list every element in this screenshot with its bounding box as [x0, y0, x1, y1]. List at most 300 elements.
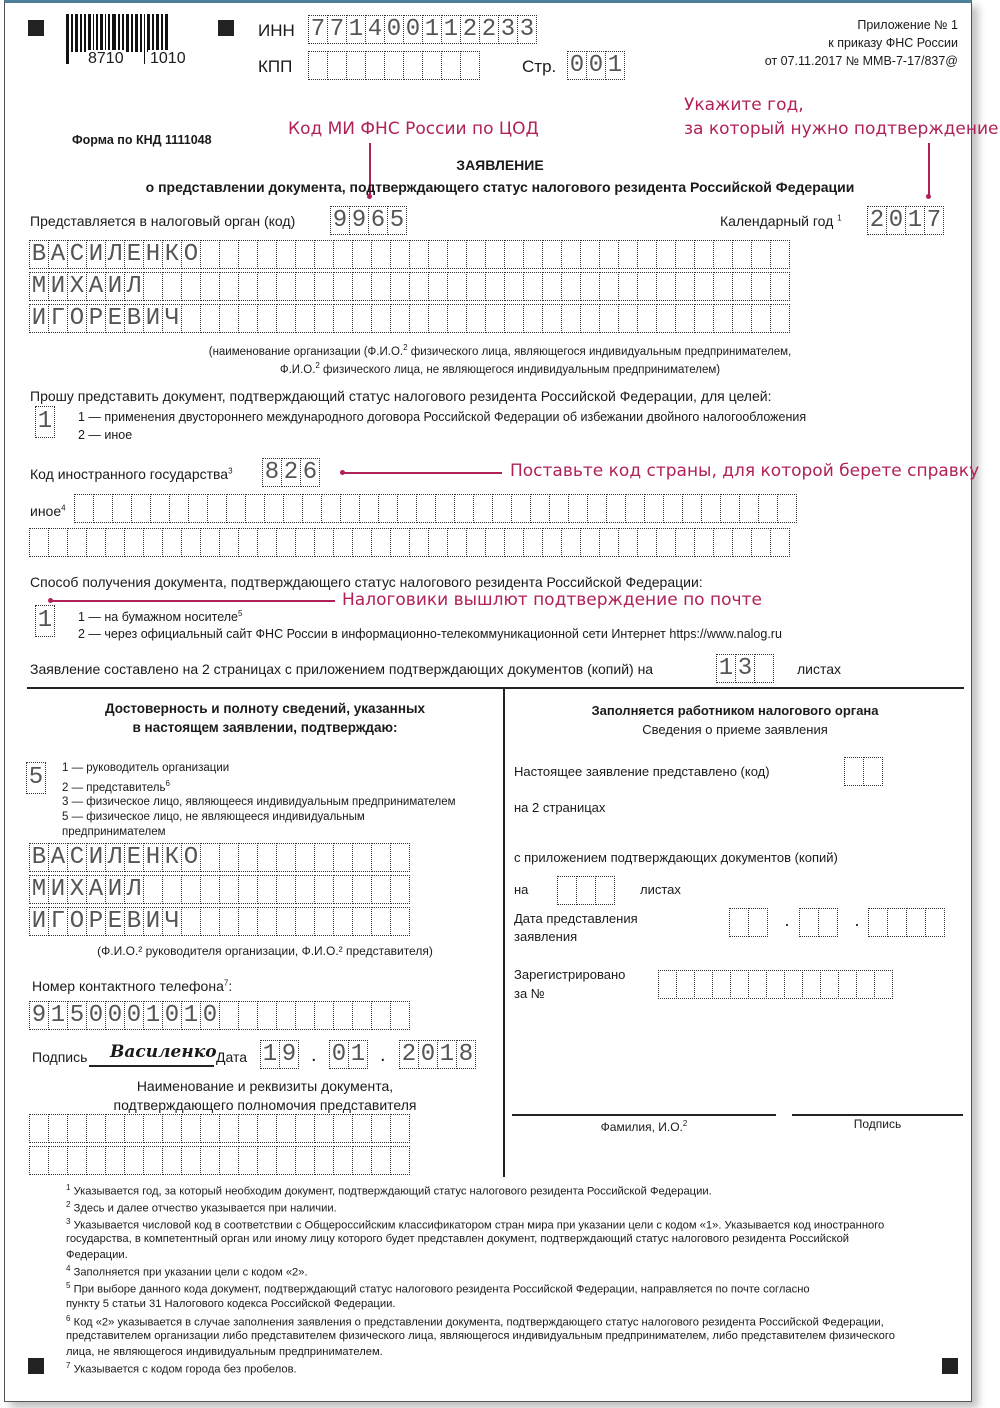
- purpose-code-field[interactable]: [36, 406, 55, 438]
- form-cell[interactable]: [416, 494, 436, 523]
- form-cell[interactable]: [238, 1001, 258, 1030]
- form-cell[interactable]: [67, 1146, 87, 1175]
- form-cell[interactable]: [257, 907, 277, 936]
- form-cell[interactable]: [257, 240, 277, 269]
- form-cell[interactable]: [802, 970, 821, 999]
- form-cell[interactable]: [200, 1146, 220, 1175]
- form-cell[interactable]: [447, 240, 467, 269]
- form-cell[interactable]: [390, 272, 410, 301]
- date-month-field[interactable]: [330, 1040, 368, 1069]
- form-cell[interactable]: [200, 528, 220, 557]
- form-cell[interactable]: [766, 970, 785, 999]
- form-cell[interactable]: [143, 528, 163, 557]
- form-cell[interactable]: [245, 494, 265, 523]
- form-cell[interactable]: [466, 240, 486, 269]
- form-cell[interactable]: [143, 875, 163, 904]
- form-cell[interactable]: 0: [586, 51, 606, 80]
- form-cell[interactable]: [777, 494, 797, 523]
- form-cell[interactable]: [295, 1001, 315, 1030]
- form-cell[interactable]: [390, 240, 410, 269]
- form-cell[interactable]: [352, 1001, 372, 1030]
- form-cell[interactable]: 6: [368, 206, 388, 235]
- form-cell[interactable]: [447, 272, 467, 301]
- form-cell[interactable]: [219, 1146, 239, 1175]
- form-cell[interactable]: [511, 494, 531, 523]
- form-cell[interactable]: [112, 494, 132, 523]
- form-cell[interactable]: [371, 528, 391, 557]
- form-cell[interactable]: А: [86, 875, 106, 904]
- form-cell[interactable]: [485, 240, 505, 269]
- form-cell[interactable]: 8: [262, 458, 282, 487]
- other-field-line-1[interactable]: [75, 494, 797, 523]
- form-cell[interactable]: 1: [346, 15, 366, 44]
- form-cell[interactable]: И: [29, 907, 49, 936]
- form-cell[interactable]: [295, 272, 315, 301]
- form-cell[interactable]: [352, 528, 372, 557]
- form-cell[interactable]: [751, 528, 771, 557]
- form-cell[interactable]: [352, 875, 372, 904]
- form-cell[interactable]: [29, 1146, 49, 1175]
- form-cell[interactable]: А: [86, 272, 106, 301]
- form-cell[interactable]: [751, 240, 771, 269]
- form-cell[interactable]: [238, 875, 258, 904]
- page-number-field[interactable]: [568, 51, 625, 80]
- form-cell[interactable]: [504, 272, 524, 301]
- form-cell[interactable]: [637, 240, 657, 269]
- form-cell[interactable]: [371, 304, 391, 333]
- form-cell[interactable]: [162, 1114, 182, 1143]
- form-cell[interactable]: [428, 240, 448, 269]
- form-cell[interactable]: К: [162, 843, 182, 872]
- form-cell[interactable]: 1: [143, 1001, 163, 1030]
- form-cell[interactable]: [257, 843, 277, 872]
- form-cell[interactable]: 1: [35, 406, 55, 438]
- form-cell[interactable]: 2: [281, 458, 301, 487]
- form-cell[interactable]: [409, 528, 429, 557]
- form-cell[interactable]: [302, 494, 322, 523]
- form-cell[interactable]: [732, 528, 752, 557]
- form-cell[interactable]: [333, 240, 353, 269]
- form-cell[interactable]: [906, 908, 926, 937]
- form-cell[interactable]: Е: [105, 304, 125, 333]
- form-cell[interactable]: [656, 528, 676, 557]
- form-cell[interactable]: [283, 494, 303, 523]
- form-cell[interactable]: [238, 272, 258, 301]
- form-cell[interactable]: [276, 907, 296, 936]
- form-cell[interactable]: В: [29, 240, 49, 269]
- form-cell[interactable]: [67, 528, 87, 557]
- form-cell[interactable]: [295, 304, 315, 333]
- form-cell[interactable]: [105, 1146, 125, 1175]
- form-cell[interactable]: 5: [67, 1001, 87, 1030]
- form-cell[interactable]: [352, 272, 372, 301]
- form-cell[interactable]: [694, 528, 714, 557]
- form-cell[interactable]: 0: [162, 1001, 182, 1030]
- form-cell[interactable]: [181, 272, 201, 301]
- form-cell[interactable]: [428, 304, 448, 333]
- form-cell[interactable]: 0: [124, 1001, 144, 1030]
- form-cell[interactable]: [321, 494, 341, 523]
- inn-field[interactable]: [309, 15, 537, 44]
- form-cell[interactable]: [561, 272, 581, 301]
- form-cell[interactable]: [365, 51, 385, 80]
- form-cell[interactable]: [333, 1114, 353, 1143]
- tax-office-code-field[interactable]: [331, 206, 407, 235]
- form-cell[interactable]: 3: [517, 15, 537, 44]
- signer-patronymic-field[interactable]: [30, 907, 410, 936]
- form-cell[interactable]: [523, 240, 543, 269]
- form-cell[interactable]: [694, 304, 714, 333]
- signer-firstname-field[interactable]: [30, 875, 410, 904]
- form-cell[interactable]: [732, 240, 752, 269]
- signer-surname-field[interactable]: [30, 843, 410, 872]
- form-cell[interactable]: [694, 240, 714, 269]
- form-cell[interactable]: Г: [48, 304, 68, 333]
- form-cell[interactable]: [618, 272, 638, 301]
- form-cell[interactable]: [454, 494, 474, 523]
- form-cell[interactable]: [732, 304, 752, 333]
- form-cell[interactable]: [219, 528, 239, 557]
- form-cell[interactable]: [295, 528, 315, 557]
- form-cell[interactable]: М: [29, 272, 49, 301]
- form-cell[interactable]: [754, 654, 774, 683]
- form-cell[interactable]: [784, 970, 803, 999]
- form-cell[interactable]: [739, 494, 759, 523]
- form-cell[interactable]: [188, 494, 208, 523]
- form-cell[interactable]: [93, 494, 113, 523]
- registration-number-field[interactable]: [659, 970, 893, 999]
- form-cell[interactable]: 1: [260, 1040, 280, 1069]
- form-cell[interactable]: [314, 1146, 334, 1175]
- form-cell[interactable]: [257, 528, 277, 557]
- form-cell[interactable]: [713, 528, 733, 557]
- form-cell[interactable]: [485, 272, 505, 301]
- form-cell[interactable]: [492, 494, 512, 523]
- form-cell[interactable]: [447, 528, 467, 557]
- form-cell[interactable]: [181, 1114, 201, 1143]
- form-cell[interactable]: Р: [86, 304, 106, 333]
- form-cell[interactable]: [390, 907, 410, 936]
- form-cell[interactable]: [238, 304, 258, 333]
- form-cell[interactable]: И: [29, 304, 49, 333]
- form-cell[interactable]: 1: [35, 605, 55, 637]
- form-cell[interactable]: [200, 240, 220, 269]
- form-cell[interactable]: 0: [567, 51, 587, 80]
- form-cell[interactable]: Е: [105, 907, 125, 936]
- form-cell[interactable]: [820, 970, 839, 999]
- form-cell[interactable]: [352, 304, 372, 333]
- applicant-surname-field[interactable]: [30, 240, 790, 269]
- form-cell[interactable]: Г: [48, 907, 68, 936]
- form-cell[interactable]: И: [105, 272, 125, 301]
- form-cell[interactable]: [751, 272, 771, 301]
- form-cell[interactable]: [542, 304, 562, 333]
- form-cell[interactable]: 7: [308, 15, 328, 44]
- form-cell[interactable]: 0: [418, 1040, 438, 1069]
- form-cell[interactable]: [618, 240, 638, 269]
- form-cell[interactable]: [856, 970, 875, 999]
- form-cell[interactable]: 1: [437, 1040, 457, 1069]
- form-cell[interactable]: [682, 494, 702, 523]
- form-cell[interactable]: [48, 1114, 68, 1143]
- form-cell[interactable]: [181, 875, 201, 904]
- form-cell[interactable]: [257, 1001, 277, 1030]
- calendar-year-field[interactable]: [868, 206, 944, 235]
- form-cell[interactable]: И: [143, 907, 163, 936]
- attachment-sheets-field[interactable]: [717, 654, 774, 683]
- form-cell[interactable]: [124, 528, 144, 557]
- form-cell[interactable]: [390, 875, 410, 904]
- form-cell[interactable]: 9: [330, 206, 350, 235]
- form-cell[interactable]: [295, 240, 315, 269]
- form-cell[interactable]: [504, 304, 524, 333]
- form-cell[interactable]: [86, 1114, 106, 1143]
- form-cell[interactable]: 1: [441, 15, 461, 44]
- form-cell[interactable]: [460, 51, 480, 80]
- form-cell[interactable]: 3: [735, 654, 755, 683]
- form-cell[interactable]: [276, 843, 296, 872]
- form-cell[interactable]: [257, 272, 277, 301]
- form-cell[interactable]: [656, 240, 676, 269]
- form-cell[interactable]: [314, 240, 334, 269]
- form-cell[interactable]: [314, 528, 334, 557]
- date-year-field[interactable]: [400, 1040, 476, 1069]
- form-cell[interactable]: [770, 240, 790, 269]
- form-cell[interactable]: [371, 1001, 391, 1030]
- form-cell[interactable]: [74, 494, 94, 523]
- form-cell[interactable]: [238, 528, 258, 557]
- form-cell[interactable]: Х: [67, 875, 87, 904]
- form-cell[interactable]: [314, 1001, 334, 1030]
- form-cell[interactable]: И: [86, 843, 106, 872]
- form-cell[interactable]: [599, 304, 619, 333]
- form-cell[interactable]: [86, 528, 106, 557]
- form-cell[interactable]: 0: [86, 1001, 106, 1030]
- authority-doc-field-line-1[interactable]: [30, 1114, 410, 1143]
- form-cell[interactable]: [371, 907, 391, 936]
- form-cell[interactable]: [618, 528, 638, 557]
- form-cell[interactable]: [868, 908, 888, 937]
- form-cell[interactable]: [656, 304, 676, 333]
- form-cell[interactable]: Н: [143, 240, 163, 269]
- form-cell[interactable]: [352, 1114, 372, 1143]
- form-cell[interactable]: [200, 272, 220, 301]
- form-cell[interactable]: Е: [124, 843, 144, 872]
- form-cell[interactable]: [352, 240, 372, 269]
- form-cell[interactable]: [327, 51, 347, 80]
- form-cell[interactable]: [441, 51, 461, 80]
- form-cell[interactable]: [295, 875, 315, 904]
- form-cell[interactable]: [150, 494, 170, 523]
- form-cell[interactable]: [264, 494, 284, 523]
- form-cell[interactable]: 1: [348, 1040, 368, 1069]
- form-cell[interactable]: [276, 1146, 296, 1175]
- form-cell[interactable]: [770, 304, 790, 333]
- form-cell[interactable]: [238, 907, 258, 936]
- form-cell[interactable]: [485, 304, 505, 333]
- form-cell[interactable]: С: [67, 843, 87, 872]
- form-cell[interactable]: [200, 304, 220, 333]
- form-cell[interactable]: [730, 970, 749, 999]
- form-cell[interactable]: В: [29, 843, 49, 872]
- form-cell[interactable]: [143, 272, 163, 301]
- form-cell[interactable]: А: [48, 843, 68, 872]
- form-cell[interactable]: [523, 304, 543, 333]
- form-cell[interactable]: В: [124, 304, 144, 333]
- form-cell[interactable]: [409, 272, 429, 301]
- form-cell[interactable]: [663, 494, 683, 523]
- form-cell[interactable]: О: [67, 907, 87, 936]
- form-cell[interactable]: [219, 272, 239, 301]
- form-cell[interactable]: 3: [498, 15, 518, 44]
- form-cell[interactable]: И: [143, 304, 163, 333]
- form-cell[interactable]: [124, 1114, 144, 1143]
- form-cell[interactable]: [105, 1114, 125, 1143]
- form-cell[interactable]: [48, 528, 68, 557]
- form-cell[interactable]: [29, 1114, 49, 1143]
- form-cell[interactable]: [333, 304, 353, 333]
- form-cell[interactable]: 9: [279, 1040, 299, 1069]
- form-cell[interactable]: [549, 494, 569, 523]
- form-cell[interactable]: [219, 1114, 239, 1143]
- form-cell[interactable]: 0: [200, 1001, 220, 1030]
- form-cell[interactable]: 0: [105, 1001, 125, 1030]
- form-cell[interactable]: 0: [329, 1040, 349, 1069]
- form-cell[interactable]: 6: [300, 458, 320, 487]
- form-cell[interactable]: М: [29, 875, 49, 904]
- form-cell[interactable]: Л: [105, 240, 125, 269]
- form-cell[interactable]: [371, 875, 391, 904]
- form-cell[interactable]: [124, 1146, 144, 1175]
- form-cell[interactable]: [595, 876, 615, 905]
- form-cell[interactable]: [675, 240, 695, 269]
- form-cell[interactable]: [422, 51, 442, 80]
- form-cell[interactable]: [257, 1114, 277, 1143]
- form-cell[interactable]: [169, 494, 189, 523]
- form-cell[interactable]: [371, 1146, 391, 1175]
- form-cell[interactable]: [473, 494, 493, 523]
- form-cell[interactable]: [314, 907, 334, 936]
- form-cell[interactable]: [606, 494, 626, 523]
- form-cell[interactable]: К: [162, 240, 182, 269]
- form-cell[interactable]: [580, 304, 600, 333]
- form-cell[interactable]: [712, 970, 731, 999]
- form-cell[interactable]: Ч: [162, 304, 182, 333]
- form-cell[interactable]: Л: [105, 843, 125, 872]
- form-cell[interactable]: [257, 304, 277, 333]
- applicant-firstname-field[interactable]: [30, 272, 790, 301]
- form-cell[interactable]: [276, 1001, 296, 1030]
- form-cell[interactable]: [162, 1146, 182, 1175]
- form-cell[interactable]: [200, 1114, 220, 1143]
- form-cell[interactable]: [542, 240, 562, 269]
- form-cell[interactable]: [384, 51, 404, 80]
- form-cell[interactable]: [29, 528, 49, 557]
- form-cell[interactable]: [67, 1114, 87, 1143]
- form-cell[interactable]: [675, 528, 695, 557]
- form-cell[interactable]: [219, 843, 239, 872]
- form-cell[interactable]: [333, 1001, 353, 1030]
- form-cell[interactable]: 0: [403, 15, 423, 44]
- form-cell[interactable]: [276, 272, 296, 301]
- form-cell[interactable]: [181, 304, 201, 333]
- form-cell[interactable]: 7: [924, 206, 944, 235]
- form-cell[interactable]: [713, 304, 733, 333]
- form-cell[interactable]: 5: [26, 762, 46, 794]
- form-cell[interactable]: О: [181, 843, 201, 872]
- form-cell[interactable]: [238, 1114, 258, 1143]
- form-cell[interactable]: И: [86, 240, 106, 269]
- form-cell[interactable]: Л: [124, 272, 144, 301]
- form-cell[interactable]: [713, 240, 733, 269]
- submission-year-field[interactable]: [869, 908, 945, 937]
- date-day-field[interactable]: [261, 1040, 299, 1069]
- form-cell[interactable]: [333, 907, 353, 936]
- form-cell[interactable]: [238, 240, 258, 269]
- form-cell[interactable]: [238, 843, 258, 872]
- form-cell[interactable]: [656, 272, 676, 301]
- authority-doc-field-line-2[interactable]: [30, 1146, 410, 1175]
- form-cell[interactable]: [658, 970, 677, 999]
- form-cell[interactable]: 1: [605, 51, 625, 80]
- form-cell[interactable]: 1: [905, 206, 925, 235]
- form-cell[interactable]: [676, 970, 695, 999]
- form-cell[interactable]: [352, 843, 372, 872]
- form-cell[interactable]: [371, 1114, 391, 1143]
- form-cell[interactable]: [428, 272, 448, 301]
- form-cell[interactable]: [390, 1001, 410, 1030]
- form-cell[interactable]: [599, 528, 619, 557]
- form-cell[interactable]: [568, 494, 588, 523]
- form-cell[interactable]: [390, 528, 410, 557]
- form-cell[interactable]: 1: [48, 1001, 68, 1030]
- form-cell[interactable]: [838, 970, 857, 999]
- form-cell[interactable]: [576, 876, 596, 905]
- form-cell[interactable]: Л: [124, 875, 144, 904]
- form-cell[interactable]: 2: [867, 206, 887, 235]
- form-cell[interactable]: И: [48, 875, 68, 904]
- form-cell[interactable]: [694, 272, 714, 301]
- form-cell[interactable]: [314, 1114, 334, 1143]
- form-cell[interactable]: [295, 907, 315, 936]
- form-cell[interactable]: [675, 304, 695, 333]
- form-cell[interactable]: [143, 1146, 163, 1175]
- form-cell[interactable]: [390, 304, 410, 333]
- foreign-country-code-field[interactable]: [263, 458, 320, 487]
- form-cell[interactable]: [863, 757, 883, 786]
- form-cell[interactable]: [409, 304, 429, 333]
- phone-field[interactable]: [30, 1001, 410, 1030]
- form-cell[interactable]: [314, 304, 334, 333]
- submitted-code-field[interactable]: [845, 757, 883, 786]
- form-cell[interactable]: [333, 843, 353, 872]
- form-cell[interactable]: [587, 494, 607, 523]
- form-cell[interactable]: [219, 875, 239, 904]
- form-cell[interactable]: [314, 875, 334, 904]
- form-cell[interactable]: 4: [365, 15, 385, 44]
- form-cell[interactable]: [397, 494, 417, 523]
- form-cell[interactable]: [561, 528, 581, 557]
- form-cell[interactable]: [219, 304, 239, 333]
- form-cell[interactable]: [466, 304, 486, 333]
- form-cell[interactable]: [371, 272, 391, 301]
- form-cell[interactable]: [504, 240, 524, 269]
- form-cell[interactable]: [637, 272, 657, 301]
- form-cell[interactable]: [162, 875, 182, 904]
- form-cell[interactable]: [701, 494, 721, 523]
- form-cell[interactable]: [599, 240, 619, 269]
- form-cell[interactable]: [359, 494, 379, 523]
